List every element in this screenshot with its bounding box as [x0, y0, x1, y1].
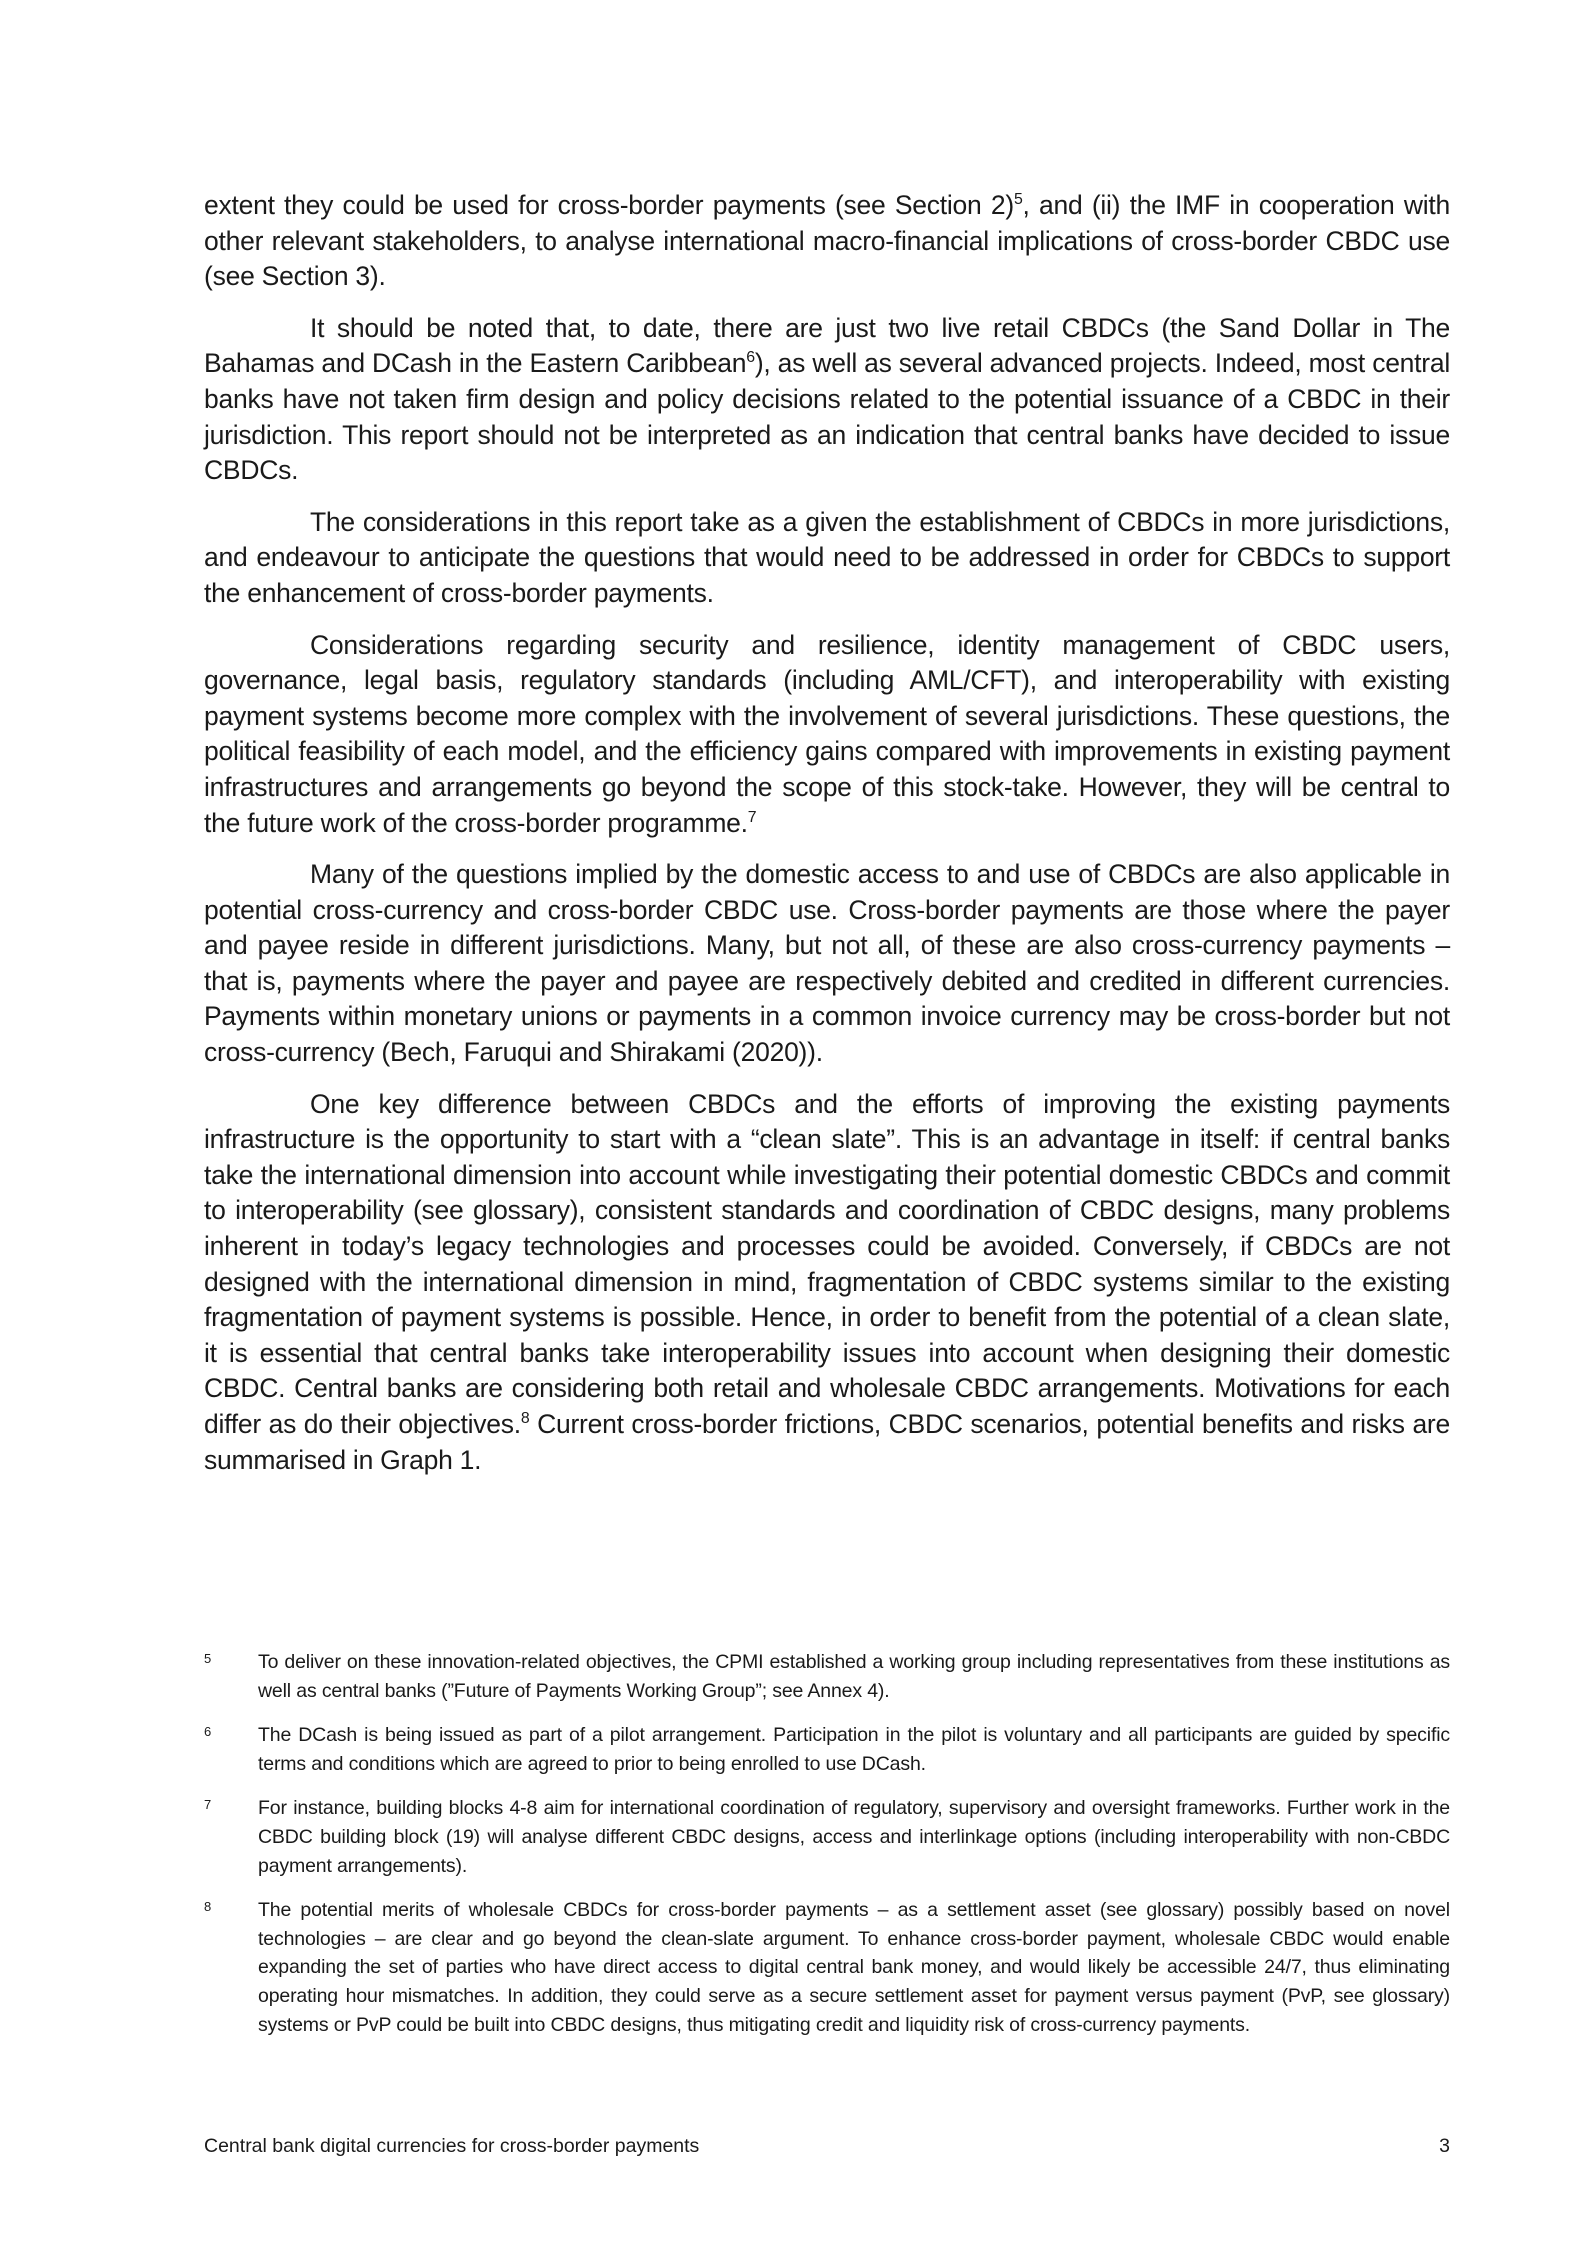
footnote-7	[204, 1794, 1450, 1880]
paragraph-text: ), as well as several advanced projects. Indeed, most central banks have not taken firm design and policy decisions related to the potential issuance of a CBDC in their jurisdiction. This report should not be interpreted as an indication that central banks have decided to issue CBDCs.	[204, 348, 1450, 486]
page-footer	[204, 2133, 1450, 2159]
paragraph-text: The considerations in this report take as a given the establishment of CBDCs in more jurisdictions, and endeavour to anticipate the questions that would need to be addressed in order for CBDCs to support the enhancement of cross-border payments.	[204, 506, 1450, 608]
footnote-number: 5	[204, 1651, 212, 1666]
paragraph-1	[204, 188, 1450, 295]
footnote-text: To deliver on these innovation-related objectives, the CPMI established a working group including representatives from these institutions as well as central banks (”Future of Payments Working Group”; see Annex 4).	[258, 1651, 1450, 1702]
paragraph-text: Considerations regarding security and resilience, identity management of CBDC users, governance, legal basis, regulatory standards (including AML/CFT), and interoperability with existing payment systems become more complex with the involvement of several jurisdictions. These questions, the political feasibility of each model, and the efficiency gains compared with improvements in existing payment infrastructures and arrangements go beyond the scope of this stock-take. However, they will be central to the future work of the cross-border programme.	[204, 629, 1450, 838]
footnote-5	[204, 1648, 1450, 1705]
page-number: 3	[1439, 2135, 1450, 2157]
footnote-ref-6[interactable]: 6	[746, 349, 755, 367]
paragraph-text: , and (ii) the IMF in cooperation with other relevant stakeholders, to analyse international macro-financial implications of cross-border CBDC use (see Section 3).	[204, 190, 1450, 292]
footnote-number: 8	[204, 1899, 212, 1915]
main-text	[204, 188, 1450, 1494]
footnote-8	[204, 1896, 1450, 2039]
paragraph-text: extent they could be used for cross-border payments (see Section 2)	[204, 190, 1014, 220]
footnote-text: The DCash is being issued as part of a pilot arrangement. Participation in the pilot is voluntary and all participants are guided by specific terms and conditions which are agreed to prior to being enrolled to use DCash.	[258, 1724, 1450, 1775]
footnote-ref-5[interactable]: 5	[1013, 191, 1023, 209]
footer-title: Central bank digital currencies for cross-border payments	[204, 2135, 700, 2157]
paragraph-3	[204, 505, 1450, 612]
paragraph-text: One key difference between CBDCs and the efforts of improving the existing payments infrastructure is the opportunity to start with a “clean slate”. This is an advantage in itself: if central banks take the international dimension into account while investigating their potential domestic CBDCs and commit to interoperability (see glossary), consistent standards and coordination of CBDC designs, many problems inherent in today’s legacy technologies and processes could be avoided. Conversely, if CBDCs are not designed with the international dimension in mind, fragmentation of CBDC systems similar to the existing fragmentation of payment systems is possible. Hence, in order to benefit from the potential of a clean slate, it is essential that central banks take interoperability issues into account when designing their domestic CBDC. Central banks are considering both retail and wholesale CBDC arrangements. Motivations for each differ as do their objectives.	[204, 1088, 1450, 1439]
footnote-text: The potential merits of wholesale CBDCs for cross-border payments – as a settlement asset (see glossary) possibly based on novel technologies – are clear and go beyond the clean-slate argument. To enhance cross-border payment, wholesale CBDC would enable expanding the set of parties who have direct access to digital central bank money, and would likely be accessible 24/7, thus eliminating operating hour mismatches. In addition, they could serve as a secure settlement asset for payment versus payment (PvP, see glossary) systems or PvP could be built into CBDC designs, thus mitigating credit and liquidity risk of cross-currency payments.	[258, 1899, 1450, 2036]
footnote-6	[204, 1721, 1450, 1778]
footnote-ref-8[interactable]: 8	[520, 1410, 530, 1428]
footnote-ref-7[interactable]: 7	[747, 808, 757, 826]
footnote-number: 7	[204, 1797, 212, 1813]
paragraph-5	[204, 857, 1450, 1071]
footnote-number: 6	[204, 1724, 212, 1740]
paragraph-4	[204, 628, 1450, 842]
paragraph-text: Current cross-border frictions, CBDC scenarios, potential benefits and risks are summarised in Graph 1.	[204, 1409, 1450, 1475]
footnote-text: For instance, building blocks 4-8 aim for international coordination of regulatory, supervisory and oversight frameworks. Further work in the CBDC building block (19) will analyse different CBDC designs, access and interlinkage options (including interoperability with non-CBDC payment arrangements).	[258, 1797, 1450, 1877]
paragraph-2	[204, 311, 1450, 489]
paragraph-text: It should be noted that, to date, there are just two live retail CBDCs (the Sand Dollar in The Bahamas and DCash in the Eastern Caribbean	[204, 312, 1450, 379]
paragraph-text: Many of the questions implied by the domestic access to and use of CBDCs are also applicable in potential cross-currency and cross-border CBDC use. Cross-border payments are those where the payer and payee reside in different jurisdictions. Many, but not all, of these are also cross-currency payments – that is, payments where the payer and payee are respectively debited and credited in different currencies. Payments within monetary unions or payments in a common invoice currency may be cross-border but not cross-currency (Bech, Faruqui and Shirakami (2020)).	[204, 859, 1450, 1068]
footnotes-section	[204, 1648, 1450, 2055]
paragraph-6	[204, 1087, 1450, 1479]
